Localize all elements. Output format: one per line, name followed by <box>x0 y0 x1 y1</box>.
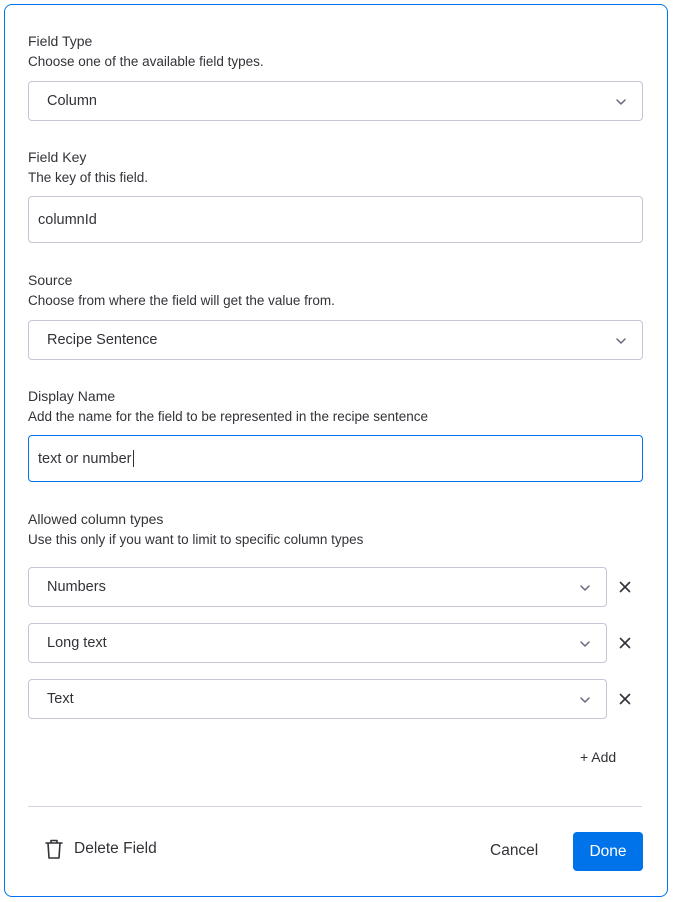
field-type-select[interactable] <box>28 81 643 121</box>
column-type-select-text[interactable] <box>28 679 607 719</box>
allowed-column-types-description: Use this only if you want to limit to specific column types <box>28 532 364 547</box>
remove-column-type-button[interactable] <box>614 632 636 654</box>
field-key-label: Field Key <box>28 149 87 165</box>
trash-icon <box>44 838 64 860</box>
delete-field-label: Delete Field <box>74 840 157 857</box>
add-column-type-button[interactable]: + Add <box>580 749 617 765</box>
field-key-input[interactable] <box>28 196 643 243</box>
close-icon <box>619 693 631 705</box>
cancel-button[interactable]: Cancel <box>490 842 539 859</box>
chevron-down-icon <box>614 95 628 109</box>
allowed-column-types-label: Allowed column types <box>28 511 164 527</box>
source-value: Recipe Sentence <box>47 332 158 348</box>
display-name-description: Add the name for the field to be represented in the recipe sentence <box>28 409 429 424</box>
column-type-select-numbers[interactable] <box>28 567 607 607</box>
source-select[interactable] <box>28 320 643 360</box>
display-name-value: text or number <box>38 450 132 467</box>
field-type-label: Field Type <box>28 33 93 49</box>
chevron-down-icon <box>578 637 592 651</box>
field-key-description: The key of this field. <box>28 170 149 185</box>
done-button[interactable]: Done <box>573 832 643 871</box>
column-type-value: Numbers <box>47 579 106 595</box>
display-name-label: Display Name <box>28 388 116 404</box>
column-type-value: Text <box>47 691 74 707</box>
field-type-description: Choose one of the available field types. <box>28 54 264 69</box>
field-key-value: columnId <box>38 211 97 228</box>
footer-divider <box>28 806 642 807</box>
chevron-down-icon <box>578 693 592 707</box>
close-icon <box>619 581 631 593</box>
column-type-value: Long text <box>47 635 107 651</box>
chevron-down-icon <box>578 581 592 595</box>
source-label: Source <box>28 272 73 288</box>
remove-column-type-button[interactable] <box>614 576 636 598</box>
close-icon <box>619 637 631 649</box>
delete-field-button[interactable] <box>44 838 157 860</box>
field-type-value: Column <box>47 93 97 109</box>
column-type-select-long-text[interactable] <box>28 623 607 663</box>
source-description: Choose from where the field will get the value from. <box>28 293 335 308</box>
remove-column-type-button[interactable] <box>614 688 636 710</box>
chevron-down-icon <box>614 334 628 348</box>
display-name-input[interactable] <box>28 435 643 482</box>
text-caret <box>133 450 134 467</box>
